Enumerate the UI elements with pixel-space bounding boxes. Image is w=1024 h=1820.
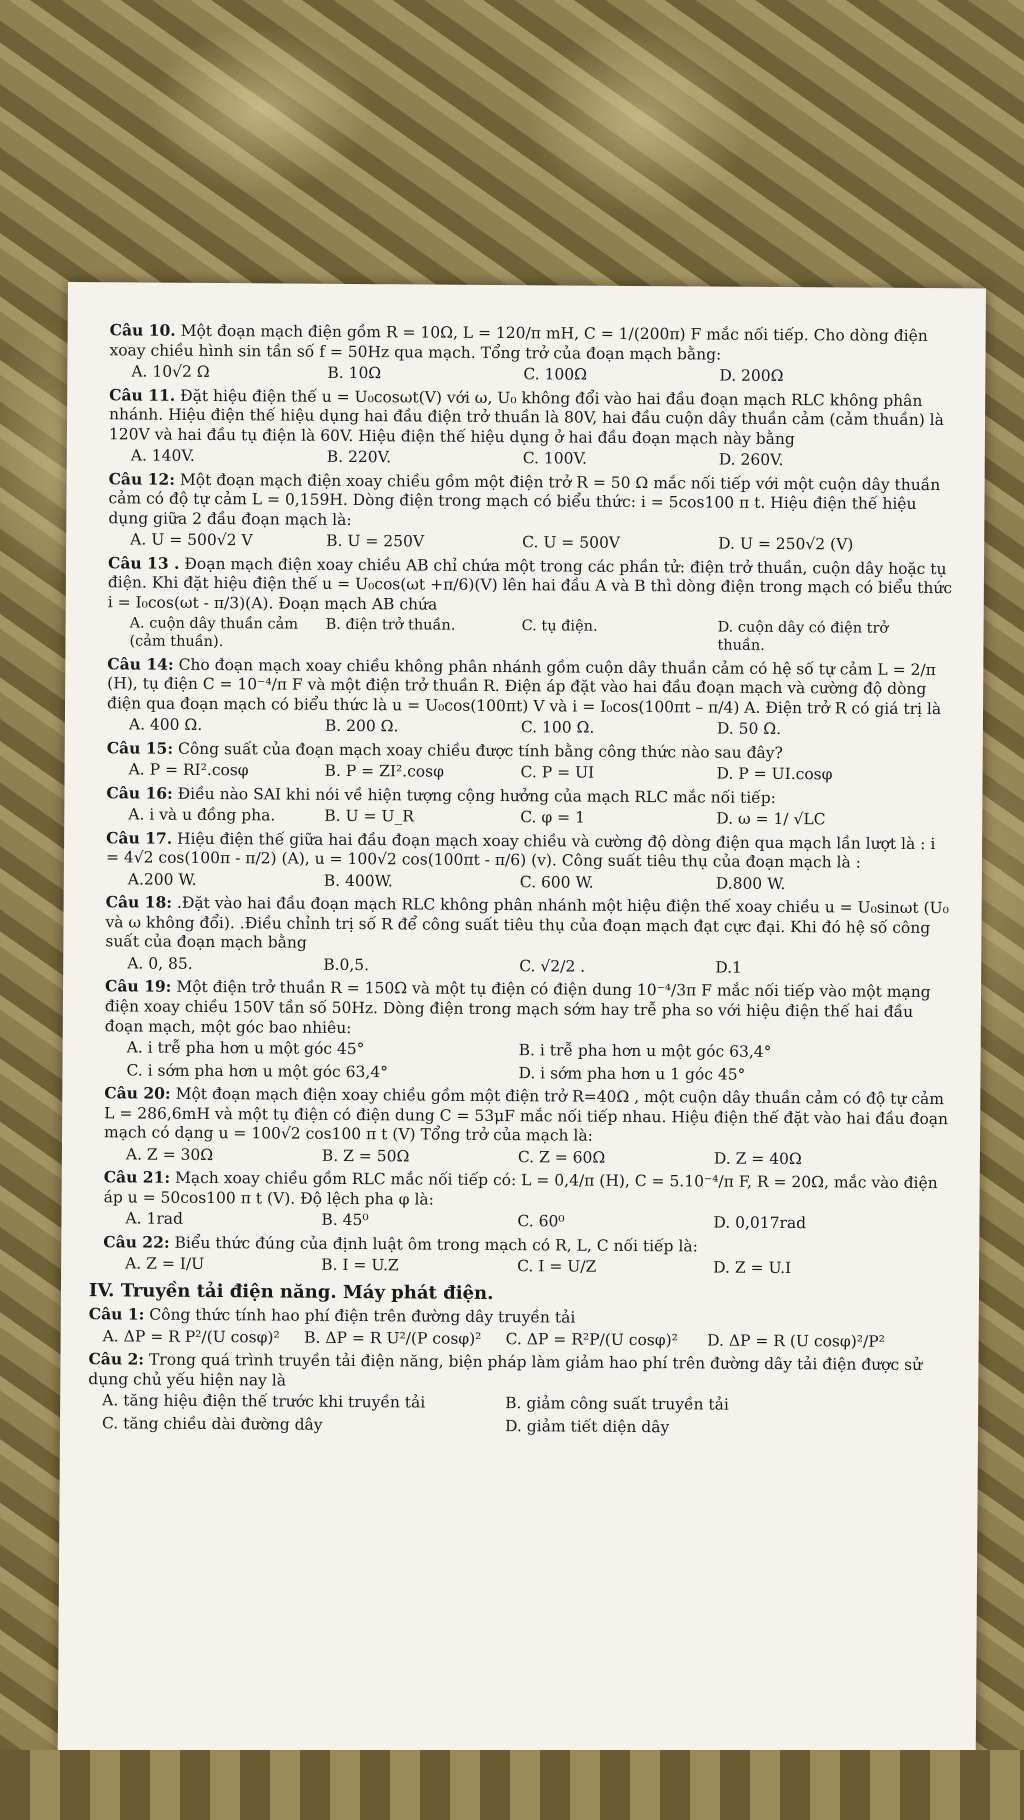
question-19 <box>104 977 951 1086</box>
question-14 <box>107 654 954 741</box>
option-a: A. i trễ pha hơn u một góc 45° <box>126 1038 365 1059</box>
question-head: Câu 22: <box>103 1231 170 1252</box>
option-a: A. i và u đồng pha. <box>128 805 276 825</box>
exam-sheet <box>58 282 986 1758</box>
question-head: Câu 2: <box>88 1349 145 1369</box>
question-text: Hiệu điện thế giữa hai đầu đoạn mạch xoay chiều và cường độ dòng điện qua mạch lần lượt là : i = 4√2 cos(100π - π/2) (A), u = 100√2 cos(100πt - π/6) (v). Công suất tiêu thụ của đoạn mạch là : <box>105 829 936 872</box>
question-text: Đặt hiệu điện thế u = U₀cosωt(V) với ω, U₀ không đổi vào hai đầu đoạn mạch RLC không phân nhánh. Hiệu điện thế hiệu dụng hai đầu điện trở thuần là 80V, hai đầu cuộn dây thuần cảm (cảm thuần) là 120V và hai đầu tụ điện là 60V. Hiệu điện thế hiệu dụng ở hai đầu đoạn mạch này bằng <box>108 386 944 448</box>
option-c: C. 100 Ω. <box>520 718 595 737</box>
question-22 <box>103 1232 949 1280</box>
option-d: D. Z = U.I <box>713 1258 792 1278</box>
option-d: D. 200Ω <box>719 366 784 386</box>
option-b: B. U = 250V <box>326 531 425 551</box>
question-head: Câu 11. <box>109 384 176 405</box>
option-b: B.0,5. <box>323 955 370 975</box>
option-a: A. 10√2 Ω <box>131 362 210 382</box>
question-head: Câu 12: <box>108 468 176 489</box>
option-c: C. 100V. <box>522 449 588 468</box>
option-c: C. Z = 60Ω <box>517 1147 606 1167</box>
option-d: D.800 W. <box>715 874 786 893</box>
option-c: C. 60⁰ <box>517 1212 565 1231</box>
question-17 <box>106 828 952 895</box>
option-c: C. 100Ω <box>523 365 588 384</box>
question-10 <box>109 320 955 387</box>
option-a: A. 140V. <box>130 446 195 465</box>
question-head: Câu 17. <box>106 828 173 848</box>
option-b: B. điện trở thuần. <box>325 617 456 634</box>
question-head: Câu 20: <box>104 1083 171 1103</box>
question-text: Công thức tính hao phí điện trên đường dây truyền tải <box>149 1305 576 1327</box>
question-12 <box>108 469 955 556</box>
option-d: D. U = 250√2 (V) <box>718 534 854 554</box>
option-c: C. i sớm pha hơn u một góc 63,4° <box>126 1060 389 1081</box>
option-b: B. giảm công suất truyền tải <box>505 1394 729 1415</box>
option-d: D. ω = 1/ √LC <box>716 809 826 829</box>
option-c: C. I = U/Z <box>517 1257 597 1276</box>
tablecloth-border <box>0 1750 1024 1820</box>
option-a: A. Z = I/U <box>125 1254 205 1274</box>
option-c: C. tăng chiều dài đường dây <box>101 1414 323 1434</box>
option-b: B. ΔP = R U²/(P cosφ)² <box>304 1328 482 1348</box>
option-b: B. P = ZI².cosφ <box>324 762 445 781</box>
option-b: B. I = U.Z <box>321 1255 399 1275</box>
question-text: Một đoạn mạch điện xoay chiều gồm một điện trở R=40Ω , một cuộn dây thuần cảm có độ tự cảm L = 286,6mH và một tụ điện có điện dung C = 53μF mắc nối tiếp nhau. Hiệu điện thế đặt vào hai đầu đoạn mạch có dạng u = 100√2 cos100 π t (V) Tổng trở của mạch là: <box>104 1084 949 1145</box>
option-a: A. 0, 85. <box>127 954 193 973</box>
question-text: Đoạn mạch điện xoay chiều AB chỉ chứa một trong các phần tử: điện trở thuần, cuộn dây hoặc tụ điện. Khi đặt hiệu điện thế u = U₀cos(ωt +π/6)(V) lên hai đầu A và B thì dòng điện trong mạch có biểu thức i = I₀cos(ωt - π/3)(A). Đoạn mạch AB chứa <box>107 554 953 614</box>
option-b: B. 45⁰ <box>321 1210 369 1230</box>
option-c: C. tụ điện. <box>521 618 598 635</box>
question-head: Câu 21: <box>103 1167 171 1187</box>
question-text: Cho đoạn mạch xoay chiều không phân nhánh gồm cuộn dây thuần cảm có hệ số tự cảm L = 2/π (H), tụ điện C = 10⁻⁴/π F và một điện trở thuần R. Điện áp đặt vào hai đầu đoạn mạch và cường độ dòng điện qua đoạn mạch có biểu thức là u = U₀cos(100πt) V và i = I₀cos(100πt – π/4) A. Điện trở R có giá trị là <box>106 655 942 718</box>
option-d: D. giảm tiết diện dây <box>504 1417 670 1437</box>
question-11 <box>109 385 956 472</box>
option-b: B. U = U_R <box>324 807 414 826</box>
question-text: Mạch xoay chiều gồm RLC mắc nối tiếp có: L = 0,4/π (H), C = 5.10⁻⁴/π F, R = 20Ω, mắc vào điện áp u = 50cos100 π t (V). Độ lệch pha φ là: <box>103 1168 938 1209</box>
option-b: B. Z = 50Ω <box>321 1146 410 1166</box>
option-c: C. ΔP = R²P/(U cosφ)² <box>505 1329 678 1350</box>
option-a: A. 400 Ω. <box>128 715 203 735</box>
option-a: A. U = 500√2 V <box>130 530 253 550</box>
question-text: Điều nào SAI khi nói về hiện tượng cộng hưởng của mạch RLC mắc nối tiếp: <box>177 784 776 807</box>
option-c: C. φ = 1 <box>520 808 586 827</box>
option-b: B. 10Ω <box>327 363 382 383</box>
question-13 <box>107 553 954 657</box>
section-question-2 <box>88 1349 949 1440</box>
option-c: C. U = 500V <box>522 533 621 553</box>
option-c: C. 600 W. <box>519 873 594 892</box>
option-b: B. 200 Ω. <box>324 717 399 736</box>
question-text: Trong quá trình truyền tải điện năng, biện pháp làm giảm hao phí trên đường dây tải điện được sử dụng chủ yếu hiện nay là <box>88 1350 923 1390</box>
option-d: D. P = UI.cosφ <box>716 764 833 784</box>
question-text: Một đoạn mạch điện gồm R = 10Ω, L = 120/π mH, C = 1/(200π) F mắc nối tiếp. Cho dòng điện xoay chiều hình sin tần số f = 50Hz qua mạch. Tổng trở của đoạn mạch bằng: <box>109 321 928 364</box>
question-text: Một đoạn mạch điện xoay chiều gồm một điện trở R = 50 Ω mắc nối tiếp với một cuộn dây thuần cảm có độ tự cảm L = 0,159H. Dòng điện trong mạch có biểu thức: i = 5cos100 π t. Hiệu điện thế hiệu dụng giữa 2 đầu đoạn mạch là: <box>108 470 941 529</box>
option-d: D. i sớm pha hơn u 1 góc 45° <box>518 1063 746 1084</box>
question-text: Công suất của đoạn mạch xoay chiều được tính bằng công thức nào sau đây? <box>177 739 783 762</box>
option-c: C. P = UI <box>520 763 595 783</box>
option-d: D. Z = 40Ω <box>713 1149 802 1168</box>
option-d: D. 0,017rad <box>713 1213 807 1233</box>
section-title: IV. Truyền tải điện năng. Máy phát điện. <box>88 1279 494 1304</box>
question-head: Câu 10. <box>109 320 176 340</box>
question-18 <box>105 893 952 980</box>
question-head: Câu 15: <box>106 738 174 758</box>
option-a: A. 1rad <box>125 1209 184 1228</box>
option-a: A. tăng hiệu điện thế trước khi truyền tải <box>102 1391 426 1412</box>
option-a: A. ΔP = R P²/(U cosφ)² <box>102 1327 280 1347</box>
option-d: D.1 <box>715 958 742 977</box>
option-d: D. ΔP = R (U cosφ)²/P² <box>707 1331 885 1351</box>
option-a: A. Z = 30Ω <box>125 1145 214 1164</box>
option-d: D. 260V. <box>718 450 784 470</box>
option-b: B. i trễ pha hơn u một góc 63,4° <box>518 1041 772 1061</box>
question-head: Câu 19: <box>105 976 172 997</box>
option-a: A. cuộn dây thuần cảm (cảm thuần). <box>129 615 299 651</box>
question-16 <box>106 783 952 831</box>
question-text: Một điện trở thuần R = 150Ω và một tụ điện có điện dung 10⁻⁴/3π F mắc nối tiếp vào một mạng điện xoay chiều 150V tần số 50Hz. Dòng điện trong mạch sớm hay trễ pha so với hiệu điện thế hai đầu đoạn mạch, một góc bao nhiêu: <box>104 978 931 1037</box>
option-a: A. P = RI².cosφ <box>128 760 249 780</box>
option-a: A.200 W. <box>127 870 197 889</box>
option-c: C. √2/2 . <box>519 957 586 976</box>
question-head: Câu 16: <box>106 783 173 803</box>
section-question-1 <box>88 1304 949 1353</box>
question-head: Câu 1: <box>88 1304 145 1324</box>
option-b: B. 220V. <box>326 447 392 467</box>
option-d: D. 50 Ω. <box>716 719 782 739</box>
question-head: Câu 18: <box>105 892 173 913</box>
question-head: Câu 14: <box>107 654 174 674</box>
question-text: .Đặt vào hai đầu đoạn mạch RLC không phân nhánh một hiệu điện thế xoay chiều u = U₀sinωt (U₀ và ω không đổi). .Điều chỉnh trị số R để công suất tiêu thụ của đoạn mạch đạt cực đại. Khi đó hệ số công suất của đoạn mạch bằng <box>105 894 949 953</box>
question-text: Biểu thức đúng của định luật ôm trong mạch có R, L, C nối tiếp là: <box>174 1233 698 1256</box>
option-d: D. cuộn dây có điện trở thuần. <box>717 619 889 655</box>
question-15 <box>107 738 953 786</box>
option-b: B. 400W. <box>323 871 393 891</box>
question-21 <box>103 1167 949 1234</box>
question-20 <box>104 1083 951 1170</box>
question-head: Câu 13 . <box>107 552 180 573</box>
